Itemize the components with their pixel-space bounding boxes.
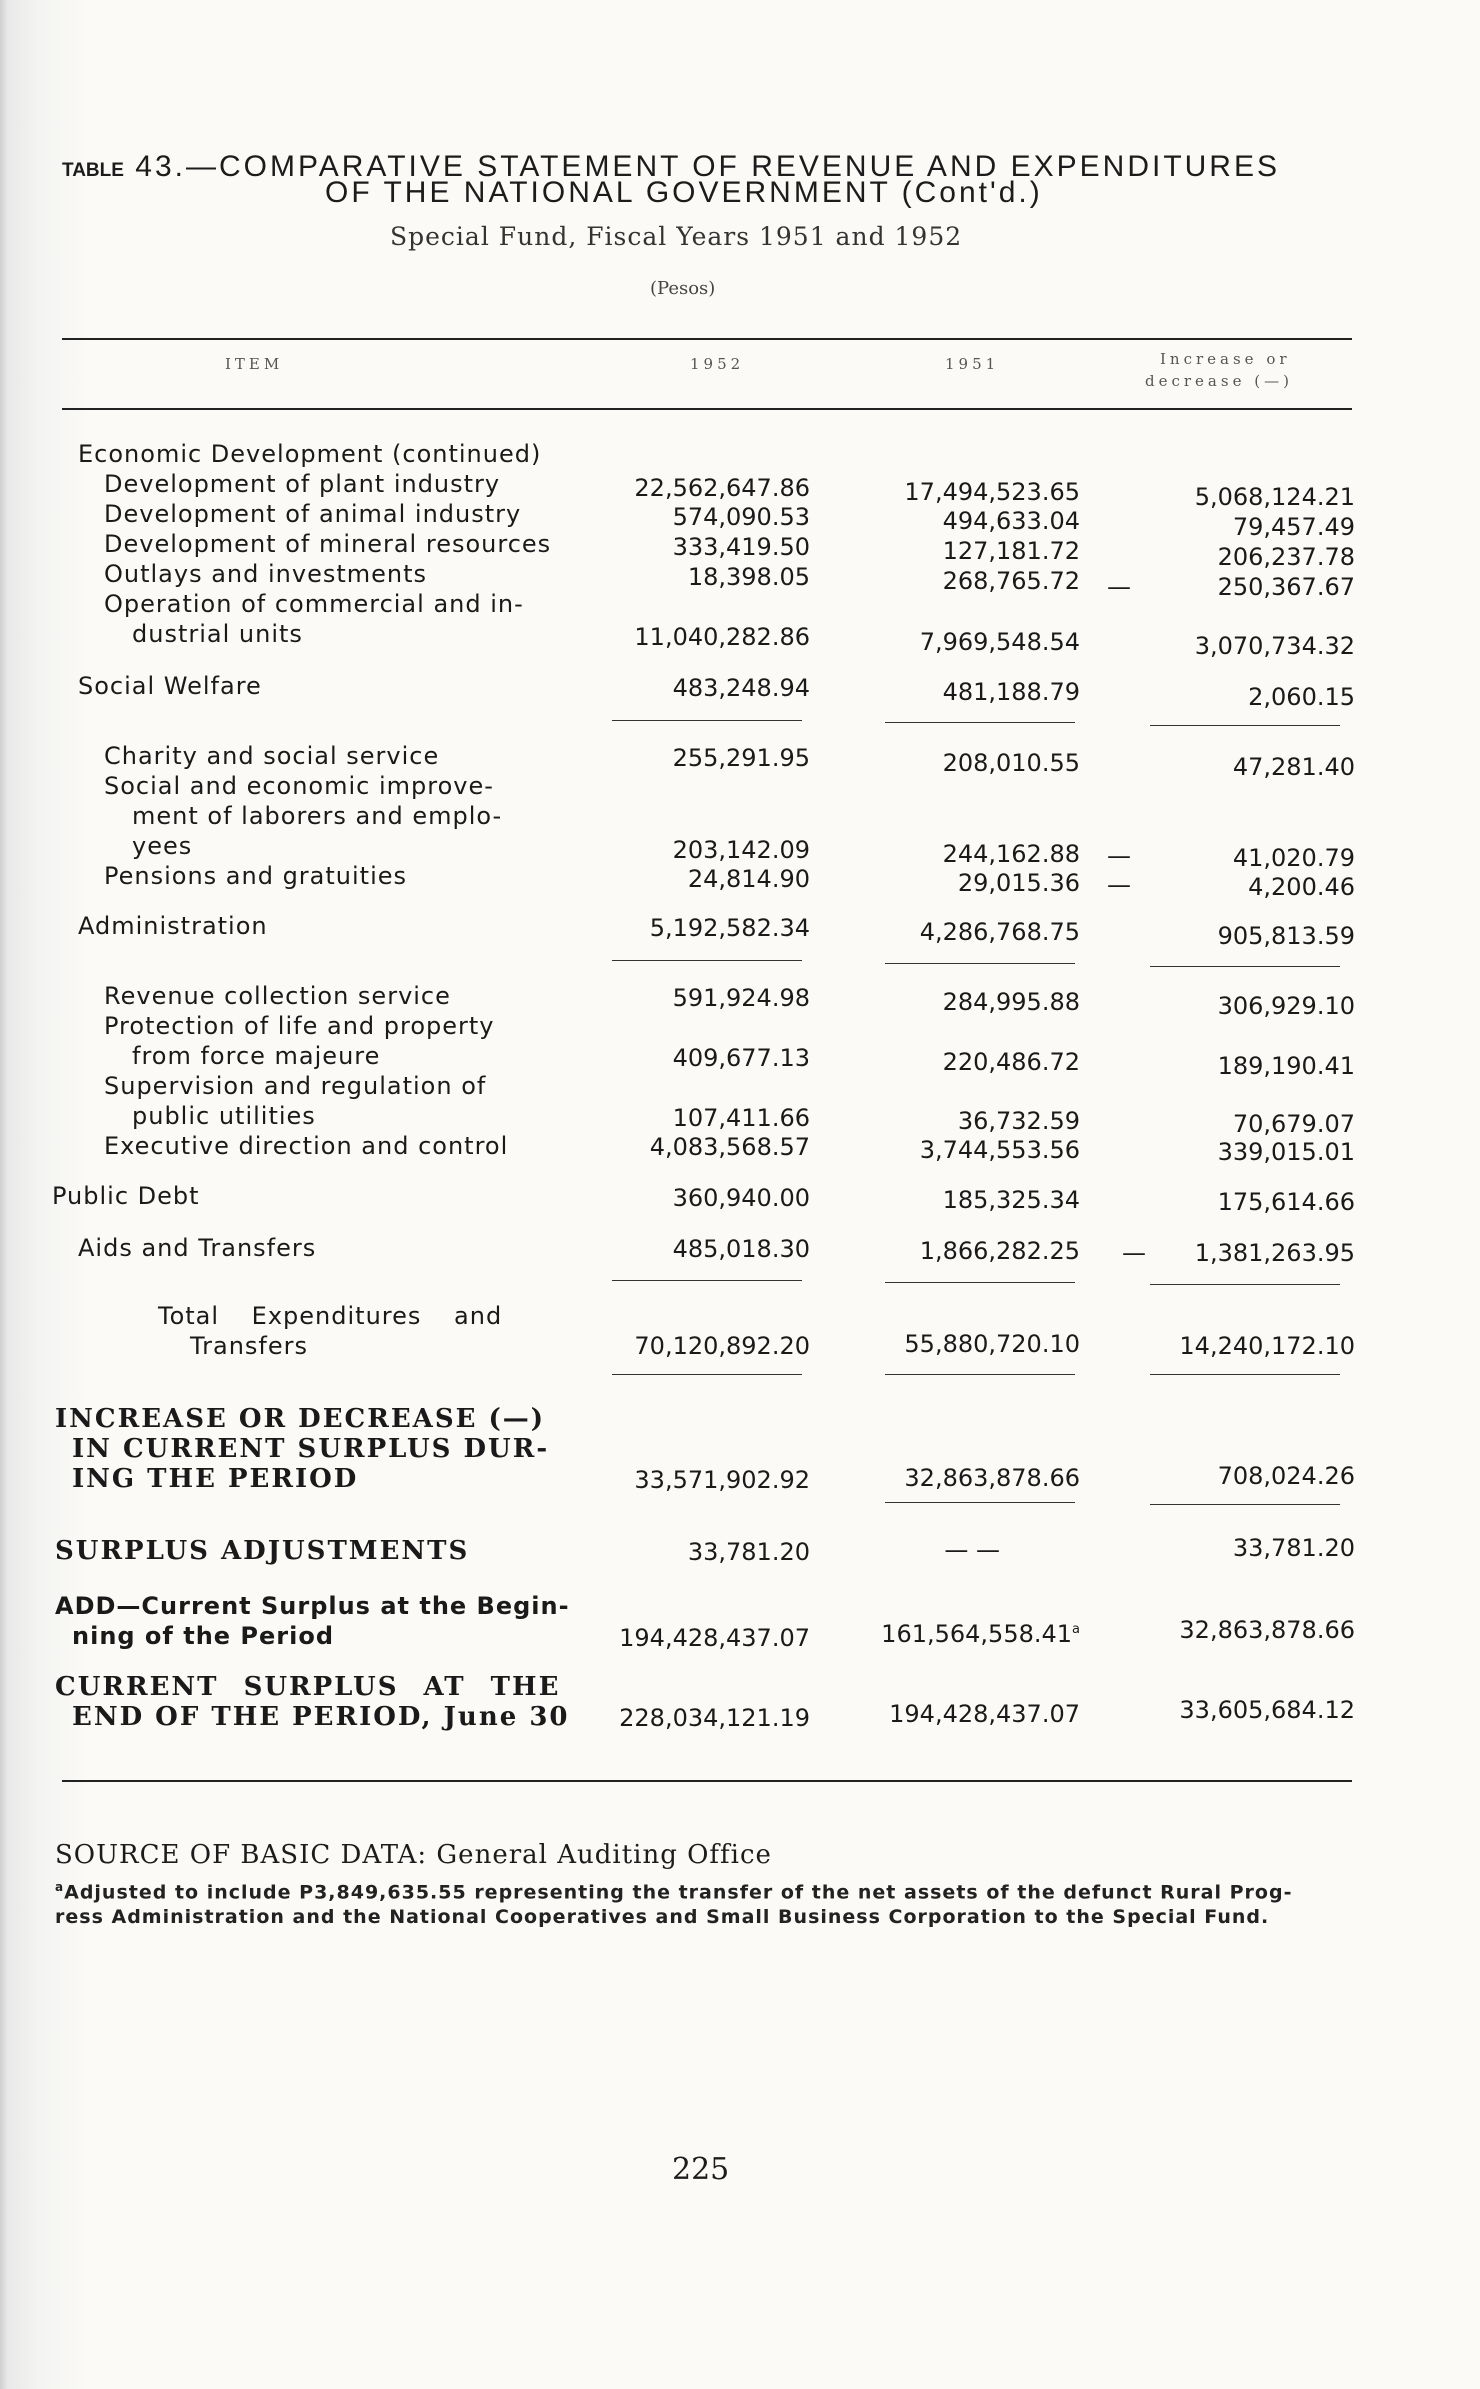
cell-1952: 409,677.13 xyxy=(672,1044,810,1072)
subtotal-rule xyxy=(885,1282,1075,1283)
row-label: Charity and social service xyxy=(104,742,440,770)
cell-1951: 185,325.34 xyxy=(942,1186,1080,1214)
row-label: public utilities xyxy=(132,1102,316,1130)
cell-1952: 18,398.05 xyxy=(687,563,810,591)
cell-1952: 228,034,121.19 xyxy=(619,1704,810,1732)
row-label-section: END OF THE PERIOD, June 30 xyxy=(72,1702,570,1732)
cell-1952: 33,571,902.92 xyxy=(634,1466,810,1494)
cell-1952: 107,411.66 xyxy=(672,1104,810,1132)
cell-change: 708,024.26 xyxy=(1217,1462,1355,1490)
subtotal-rule xyxy=(885,722,1075,723)
source-note: SOURCE OF BASIC DATA: General Auditing Office xyxy=(55,1840,772,1870)
cell-1952: 33,781.20 xyxy=(687,1538,810,1566)
cell-1952: 574,090.53 xyxy=(672,503,810,531)
row-label: dustrial units xyxy=(132,620,303,648)
row-label: Protection of life and property xyxy=(104,1012,495,1040)
cell-change: 250,367.67 xyxy=(1217,573,1355,601)
table-prefix: TABLE xyxy=(62,160,124,181)
cell-change: 33,781.20 xyxy=(1232,1534,1355,1562)
cell-change: 47,281.40 xyxy=(1232,753,1355,781)
negative-sign: — xyxy=(1107,573,1131,601)
cell-1952: 203,142.09 xyxy=(672,836,810,864)
row-label-section: CURRENT SURPLUS AT THE xyxy=(55,1672,561,1702)
cell-1952: 11,040,282.86 xyxy=(634,623,810,651)
negative-sign: — xyxy=(1107,871,1131,899)
bottom-rule xyxy=(62,1780,1352,1782)
row-label-section: INCREASE OR DECREASE (—) xyxy=(55,1404,546,1434)
footnote-marker: a xyxy=(55,1880,65,1894)
column-header-1951: 1951 xyxy=(945,355,1000,373)
cell-1952: 70,120,892.20 xyxy=(634,1332,810,1360)
negative-sign: — xyxy=(1107,842,1131,870)
subtotal-rule xyxy=(1150,1504,1340,1505)
row-label-section: SURPLUS ADJUSTMENTS xyxy=(55,1536,470,1566)
cell-change: 70,679.07 xyxy=(1232,1110,1355,1138)
column-header-1952: 1952 xyxy=(690,355,745,373)
row-label: Aids and Transfers xyxy=(78,1234,317,1262)
subtotal-rule xyxy=(885,1502,1075,1503)
cell-1951: 161,564,558.41$^a$ xyxy=(881,1620,1080,1648)
cell-change: 14,240,172.10 xyxy=(1179,1332,1355,1360)
cell-1951: 29,015.36 xyxy=(957,869,1080,897)
cell-1951: 127,181.72 xyxy=(942,537,1080,565)
row-label: Supervision and regulation of xyxy=(104,1072,487,1100)
row-label-section: ning of the Period xyxy=(72,1622,335,1650)
row-label-section: IN CURRENT SURPLUS DUR- xyxy=(72,1434,550,1464)
cell-change: 206,237.78 xyxy=(1217,543,1355,571)
row-label: Development of animal industry xyxy=(104,500,522,528)
subtotal-rule xyxy=(612,1280,802,1281)
total-rule xyxy=(1150,1374,1340,1375)
cell-1951: 7,969,548.54 xyxy=(919,628,1080,656)
cell-1952: 255,291.95 xyxy=(672,744,810,772)
subtotal-rule xyxy=(1150,1284,1340,1285)
table-subtitle: Special Fund, Fiscal Years 1951 and 1952 xyxy=(390,222,963,251)
cell-1951: 17,494,523.65 xyxy=(904,478,1080,506)
row-label: Revenue collection service xyxy=(104,982,451,1010)
column-header-change-line2: decrease (—) xyxy=(1145,372,1293,390)
cell-1951: 208,010.55 xyxy=(942,749,1080,777)
table-title-line2: OF THE NATIONAL GOVERNMENT (Cont'd.) xyxy=(325,176,1043,209)
cell-1952: 24,814.90 xyxy=(687,865,810,893)
cell-1952: 194,428,437.07 xyxy=(619,1624,810,1652)
cell-1952: 333,419.50 xyxy=(672,533,810,561)
subtotal-rule xyxy=(612,960,802,961)
cell-change: 4,200.46 xyxy=(1248,873,1355,901)
subtotal-rule xyxy=(1150,725,1340,726)
cell-change: 3,070,734.32 xyxy=(1194,632,1355,660)
cell-1951: 244,162.88 xyxy=(942,840,1080,868)
subtotal-rule xyxy=(612,720,802,721)
header-rule xyxy=(62,408,1352,410)
row-label: Development of mineral resources xyxy=(104,530,552,558)
row-label: Social and economic improve- xyxy=(104,772,494,800)
cell-1951: 481,188.79 xyxy=(942,678,1080,706)
footnote-marker: a xyxy=(1072,1622,1080,1637)
total-rule xyxy=(612,1374,802,1375)
cell-1952: 4,083,568.57 xyxy=(649,1133,810,1161)
row-label-section: ADD—Current Surplus at the Begin- xyxy=(55,1592,570,1620)
cell-1952: 22,562,647.86 xyxy=(634,474,810,502)
cell-change: 79,457.49 xyxy=(1232,513,1355,541)
cell-change: 306,929.10 xyxy=(1217,992,1355,1020)
cell-change: 2,060.15 xyxy=(1248,683,1355,711)
footnote-line2: ress Administration and the National Cooperatives and Small Business Corporation to the Special Fund. xyxy=(55,1906,1270,1928)
row-label: Operation of commercial and in- xyxy=(104,590,524,618)
row-label-total: Total Expenditures and xyxy=(158,1302,503,1330)
cell-1952: 5,192,582.34 xyxy=(649,914,810,942)
total-rule xyxy=(885,1374,1075,1375)
page-number: 225 xyxy=(672,2152,730,2187)
cell-change: 32,863,878.66 xyxy=(1179,1616,1355,1644)
cell-change: 175,614.66 xyxy=(1217,1188,1355,1216)
cell-1951: 268,765.72 xyxy=(942,567,1080,595)
cell-1951: 32,863,878.66 xyxy=(904,1464,1080,1492)
row-label: Pensions and gratuities xyxy=(104,862,408,890)
cell-1951: 3,744,553.56 xyxy=(919,1136,1080,1164)
cell-1951: 284,995.88 xyxy=(942,988,1080,1016)
cell-1952: 360,940.00 xyxy=(672,1184,810,1212)
cell-1951: 55,880,720.10 xyxy=(904,1330,1080,1358)
cell-1951: 36,732.59 xyxy=(957,1107,1080,1135)
cell-change: 1,381,263.95 xyxy=(1194,1239,1355,1267)
column-header-item: ITEM xyxy=(225,355,284,373)
row-label: ment of laborers and emplo- xyxy=(132,802,503,830)
cell-1952: 483,248.94 xyxy=(672,674,810,702)
top-rule xyxy=(62,338,1352,340)
cell-change: 5,068,124.21 xyxy=(1194,483,1355,511)
row-label: Development of plant industry xyxy=(104,470,501,498)
column-header-change-line1: Increase or xyxy=(1160,350,1291,368)
cell-change: 339,015.01 xyxy=(1217,1138,1355,1166)
unit-label: (Pesos) xyxy=(650,278,716,299)
cell-change: 189,190.41 xyxy=(1217,1052,1355,1080)
negative-sign: — xyxy=(1122,1239,1146,1267)
row-label-total: Transfers xyxy=(190,1332,309,1360)
cell-1951: 4,286,768.75 xyxy=(919,918,1080,946)
cell-1951: — — xyxy=(944,1536,1000,1564)
cell-1951: 220,486.72 xyxy=(942,1048,1080,1076)
row-label: Public Debt xyxy=(52,1182,200,1210)
row-label: Economic Development (continued) xyxy=(78,440,542,468)
cell-change: 41,020.79 xyxy=(1232,844,1355,872)
cell-1952: 485,018.30 xyxy=(672,1235,810,1263)
footnote-text: Adjusted to include P3,849,635.55 representing the transfer of the net assets of the defunct Rural Prog- xyxy=(64,1881,1293,1904)
table-title-text: 43.—COMPARATIVE STATEMENT OF REVENUE AND EXPENDITURES xyxy=(135,150,1280,183)
cell-change: 905,813.59 xyxy=(1217,922,1355,950)
row-label: Administration xyxy=(78,912,268,940)
cell-1951: 194,428,437.07 xyxy=(889,1700,1080,1728)
cell-1951: 494,633.04 xyxy=(942,507,1080,535)
row-label: Executive direction and control xyxy=(104,1132,509,1160)
footnote-line1 xyxy=(55,1880,1292,1903)
row-label-section: ING THE PERIOD xyxy=(72,1464,359,1494)
cell-1952: 591,924.98 xyxy=(672,984,810,1012)
row-label: Outlays and investments xyxy=(104,560,428,588)
row-label: Social Welfare xyxy=(78,672,262,700)
row-label: yees xyxy=(132,832,193,860)
cell-change: 33,605,684.12 xyxy=(1179,1696,1355,1724)
cell-1951: 1,866,282.25 xyxy=(919,1237,1080,1265)
row-label: from force majeure xyxy=(132,1042,381,1070)
subtotal-rule xyxy=(885,963,1075,964)
subtotal-rule xyxy=(1150,966,1340,967)
